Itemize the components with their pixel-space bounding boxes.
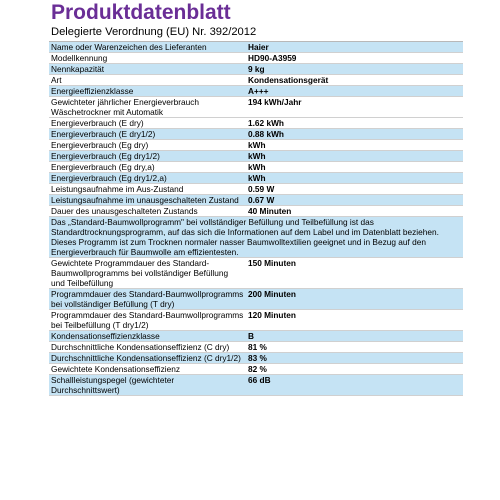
product-data-table bbox=[49, 41, 463, 396]
table-label-cell: Energieverbrauch (Eg dry,a) bbox=[51, 162, 155, 172]
table-value-cell: 9 kg bbox=[248, 64, 265, 74]
table-row bbox=[49, 364, 463, 375]
table-value-cell: Haier bbox=[248, 42, 269, 52]
table-value-cell: B bbox=[248, 331, 254, 341]
table-value-cell: 0.67 W bbox=[248, 195, 275, 205]
table-label-cell: Leistungsaufnahme im unausgeschalteten Zustand bbox=[51, 195, 239, 205]
page-title: Produktdatenblatt bbox=[51, 1, 231, 24]
table-value-cell: 200 Minuten bbox=[248, 289, 296, 299]
table-row bbox=[49, 97, 463, 118]
table-value-cell: kWh bbox=[248, 173, 266, 183]
table-label-cell: Gewichtete Programmdauer des Standard-Baumwollprogramms bei vollständiger Befüllung und Teilbefüllung bbox=[51, 258, 229, 288]
table-label-cell: Gewichtete Kondensationseffizienz bbox=[51, 364, 180, 374]
table-value-cell: 81 % bbox=[248, 342, 267, 352]
table-row bbox=[49, 140, 463, 151]
table-row bbox=[49, 53, 463, 64]
table-label-cell: Energieeffizienzklasse bbox=[51, 86, 134, 96]
table-row bbox=[49, 173, 463, 184]
table-value-cell: Kondensationsgerät bbox=[248, 75, 329, 85]
table-value-cell: 120 Minuten bbox=[248, 310, 296, 320]
table-label-cell: Name oder Warenzeichen des Lieferanten bbox=[51, 42, 207, 52]
table-label-cell: Nennkapazität bbox=[51, 64, 105, 74]
table-row bbox=[49, 217, 463, 258]
table-label-cell: Energieverbrauch (Eg dry) bbox=[51, 140, 149, 150]
table-row bbox=[49, 64, 463, 75]
table-value-cell: 194 kWh/Jahr bbox=[248, 97, 302, 107]
table-row bbox=[49, 42, 463, 53]
table-note-cell: Das „Standard-Baumwollprogramm" bei vollständiger Befüllung und Teilbefüllung ist das Standardtrocknungsprogramm, auf das sich die Informationen auf dem Label und im Datenblatt beziehen. Dieses Programm ist zum Trocknen normaler nasser Baumwolltextilien geeignet und in Bezug auf den Energieverbrauch für Baumwolle am effizientesten. bbox=[51, 217, 439, 257]
table-row bbox=[49, 342, 463, 353]
table-value-cell: A+++ bbox=[248, 86, 269, 96]
table-label-cell: Energieverbrauch (E dry1/2) bbox=[51, 129, 156, 139]
table-value-cell: 0.59 W bbox=[248, 184, 275, 194]
table-value-cell: kWh bbox=[248, 140, 266, 150]
table-value-cell: 150 Minuten bbox=[248, 258, 296, 268]
table-label-cell: Dauer des unausgeschalteten Zustands bbox=[51, 206, 198, 216]
table-value-cell: kWh bbox=[248, 151, 266, 161]
table-value-cell: 82 % bbox=[248, 364, 267, 374]
table-row bbox=[49, 75, 463, 86]
table-row bbox=[49, 129, 463, 140]
table-row bbox=[49, 151, 463, 162]
table-label-cell: Kondensationseffizienzklasse bbox=[51, 331, 160, 341]
table-row bbox=[49, 195, 463, 206]
table-value-cell: 1.62 kWh bbox=[248, 118, 284, 128]
table-label-cell: Schallleistungspegel (gewichteter Durchschnittswert) bbox=[51, 375, 175, 395]
table-label-cell: Art bbox=[51, 75, 62, 85]
table-row bbox=[49, 331, 463, 342]
table-row bbox=[49, 206, 463, 217]
table-value-cell: 83 % bbox=[248, 353, 267, 363]
table-row bbox=[49, 258, 463, 289]
table-label-cell: Energieverbrauch (Eg dry1/2,a) bbox=[51, 173, 167, 183]
page-subtitle: Delegierte Verordnung (EU) Nr. 392/2012 bbox=[51, 26, 257, 38]
table-row bbox=[49, 289, 463, 310]
table-row bbox=[49, 310, 463, 331]
table-row bbox=[49, 118, 463, 129]
table-value-cell: 66 dB bbox=[248, 375, 271, 385]
table-label-cell: Programmdauer des Standard-Baumwollprogramms bei vollständiger Befüllung (T dry) bbox=[51, 289, 244, 309]
table-label-cell: Energieverbrauch (Eg dry1/2) bbox=[51, 151, 160, 161]
table-label-cell: Gewichteter jährlicher Energieverbrauch Wäschetrockner mit Automatik bbox=[51, 97, 200, 117]
table-label-cell: Programmdauer des Standard-Baumwollprogramms bei Teilbefüllung (T dry1/2) bbox=[51, 310, 244, 330]
table-label-cell: Durchschnittliche Kondensationseffizienz (C dry) bbox=[51, 342, 230, 352]
table-value-cell: HD90-A3959 bbox=[248, 53, 297, 63]
table-row bbox=[49, 184, 463, 195]
table-label-cell: Leistungsaufnahme im Aus-Zustand bbox=[51, 184, 184, 194]
table-value-cell: kWh bbox=[248, 162, 266, 172]
table-row bbox=[49, 375, 463, 396]
table-label-cell: Durchschnittliche Kondensationseffizienz (C dry1/2) bbox=[51, 353, 241, 363]
table-value-cell: 0.88 kWh bbox=[248, 129, 284, 139]
table-row bbox=[49, 86, 463, 97]
table-label-cell: Modellkennung bbox=[51, 53, 108, 63]
table-value-cell: 40 Minuten bbox=[248, 206, 292, 216]
table-row bbox=[49, 353, 463, 364]
table-row bbox=[49, 162, 463, 173]
table-label-cell: Energieverbrauch (E dry) bbox=[51, 118, 144, 128]
